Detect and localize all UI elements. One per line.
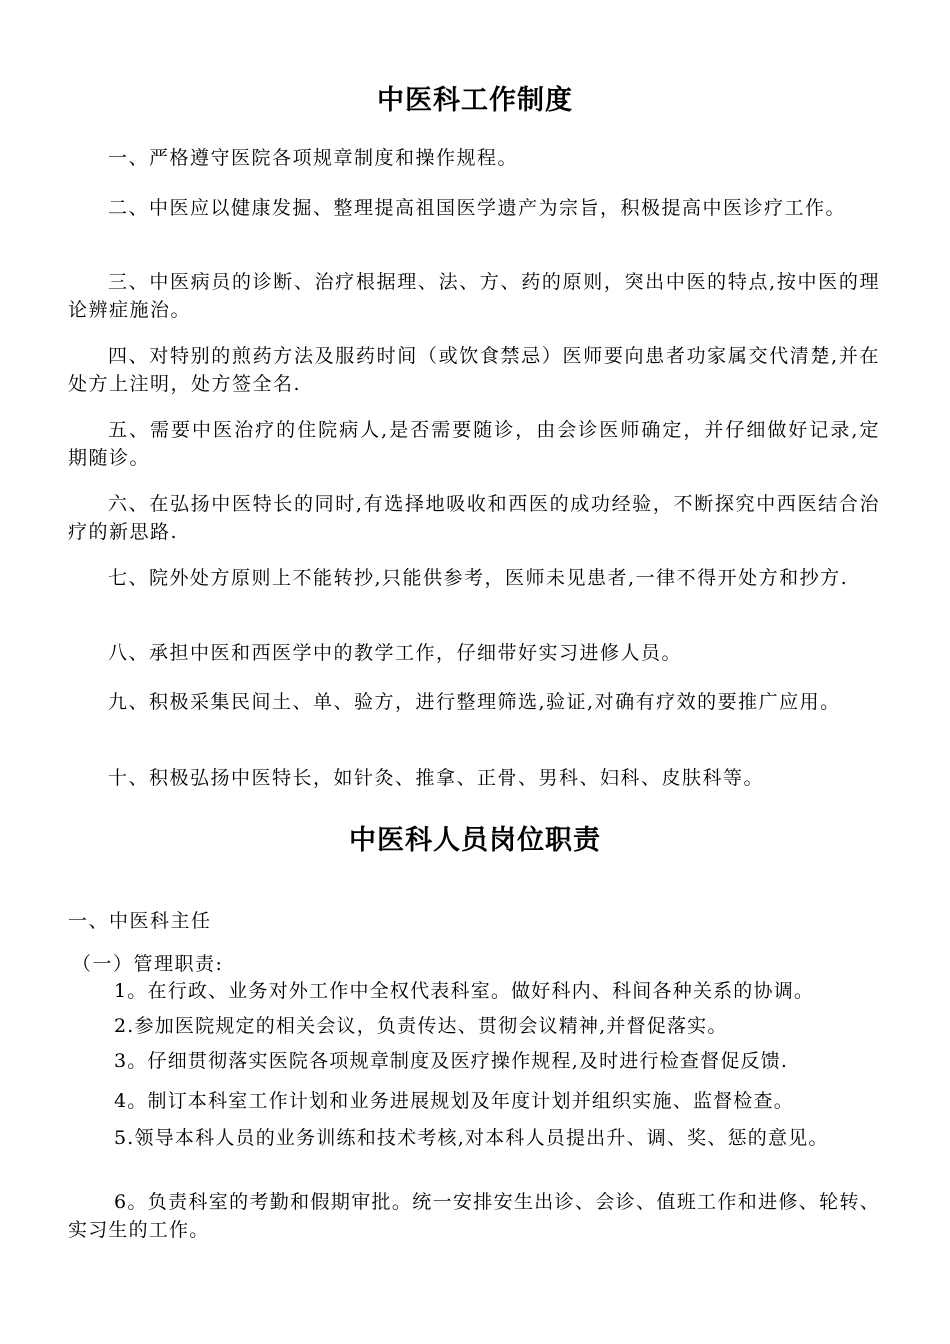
duty-item-3: 3。仔细贯彻落实医院各项规章制度及医疗操作规程,及时进行检查督促反馈. (114, 1050, 789, 1072)
duty-item-6: 6。负责科室的考勤和假期审批。统一安排安生出诊、会诊、值班工作和进修、轮转、实习生的工作。 (68, 1191, 880, 1241)
rule-item-3: 三、中医病员的诊断、治疗根据理、法、方、药的原则，突出中医的特点,按中医的理论辨症施治。 (68, 271, 880, 321)
subsection-heading-management: （一）管理职责: (72, 953, 224, 975)
rule-item-2: 二、中医应以健康发掘、整理提高祖国医学遗产为宗旨，积极提高中医诊疗工作。 (108, 197, 847, 219)
rule-item-7: 七、院外处方原则上不能转抄,只能供参考，医师未见患者,一律不得开处方和抄方. (108, 567, 849, 589)
duty-item-1: 1。在行政、业务对外工作中全权代表科室。做好科内、科间各种关系的协调。 (114, 980, 815, 1002)
rule-item-9: 九、积极采集民间土、单、验方，进行整理筛选,验证,对确有疗效的要推广应用。 (108, 691, 841, 713)
duty-item-5: 5.领导本科人员的业务训练和技术考核,对本科人员提出升、调、奖、惩的意见。 (114, 1127, 829, 1149)
rule-item-8: 八、承担中医和西医学中的教学工作，仔细带好实习进修人员。 (108, 642, 683, 664)
rule-item-1: 一、严格遵守医院各项规章制度和操作规程。 (108, 147, 519, 169)
rule-item-5: 五、需要中医治疗的住院病人,是否需要随诊，由会诊医师确定，并仔细做好记录,定期随诊。 (68, 419, 880, 469)
rule-item-4: 四、对特别的煎药方法及服药时间（或饮食禁忌）医师要向患者功家属交代清楚,并在处方上注明，处方签全名. (68, 345, 880, 395)
work-rules-title: 中医科工作制度 (377, 85, 573, 116)
rule-item-10: 十、积极弘扬中医特长，如针灸、推拿、正骨、男科、妇科、皮肤科等。 (108, 767, 765, 789)
section-heading-director: 一、中医科主任 (68, 910, 212, 932)
duty-item-4: 4。制订本科室工作计划和业务进展规划及年度计划并组织实施、监督检查。 (114, 1090, 794, 1112)
job-duties-title: 中医科人员岗位职责 (349, 825, 601, 856)
duty-item-2: 2.参加医院规定的相关会议，负责传达、贯彻会议精神,并督促落实。 (114, 1015, 728, 1037)
rule-item-6: 六、在弘扬中医特长的同时,有选择地吸收和西医的成功经验，不断探究中西医结合治疗的新思路. (68, 493, 880, 543)
